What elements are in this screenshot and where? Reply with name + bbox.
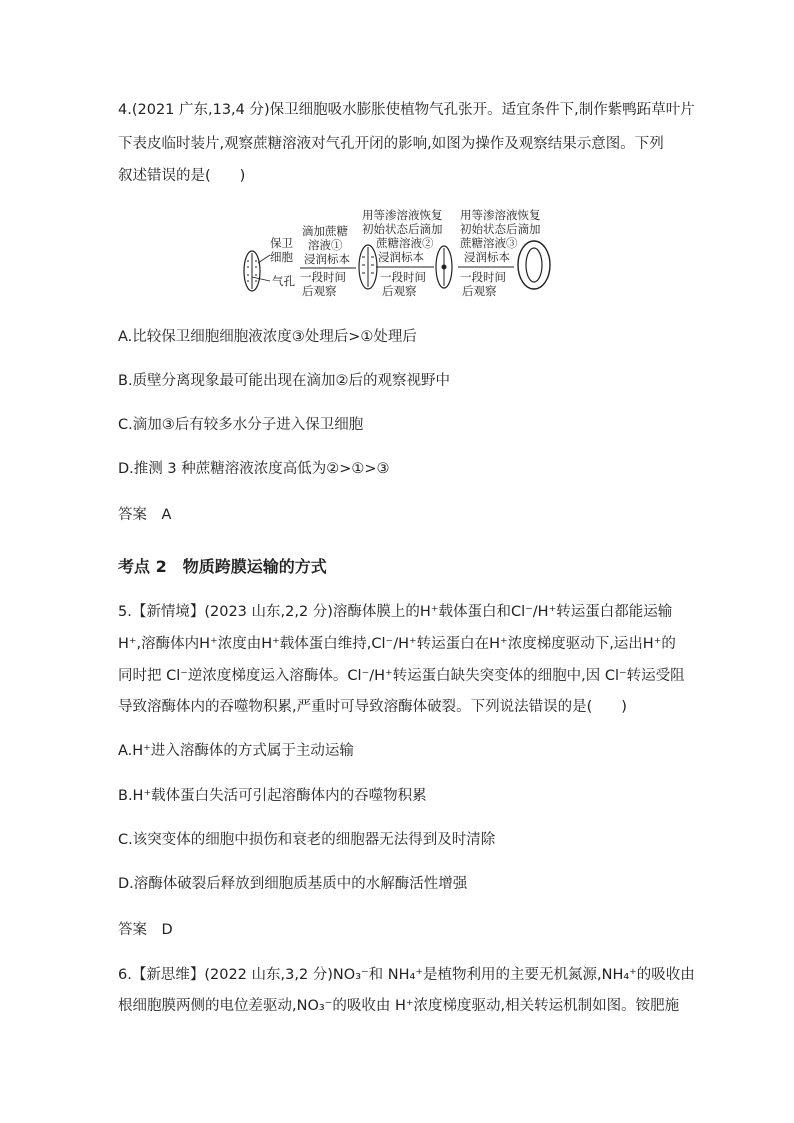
step2-text-f: 后观察 (382, 284, 417, 298)
q5-stem-line-1: 5.【新情境】(2023 山东,2,2 分)溶酶体膜上的H⁺载体蛋白和Cl⁻/H⁺转运蛋白都能运输 (118, 604, 673, 620)
section-heading: 考点 2 物质跨膜运输的方式 (118, 557, 327, 576)
q5-answer: 答案 D (118, 922, 173, 938)
q5-stem-line-3: 同时把 Cl⁻逆浓度梯度运入溶酶体。Cl⁻/H⁺转运蛋白缺失突变体的细胞中,因 Cl⁻转运受阻 (118, 668, 685, 684)
q5-stem-line-4: 导致溶酶体内的吞噬物积累,严重时可导致溶酶体破裂。下列说法错误的是( ) (118, 699, 627, 715)
step1-text-b: 溶液① (308, 238, 343, 252)
q4-stem-line-3: 叙述错误的是( ) (118, 168, 246, 184)
q5-option-a: A.H⁺进入溶酶体的方式属于主动运输 (118, 743, 354, 759)
label-stomatal-pore: 气孔 (272, 274, 295, 288)
q4-stem-line-2: 下表皮临时装片,观察蔗糖溶液对气孔开闭的影响,如图为操作及观察结果示意图。下列 (118, 136, 664, 152)
step3-text-c: 蔗糖溶液③ (460, 236, 518, 250)
step3-text-f: 后观察 (462, 284, 497, 298)
q5-option-d: D.溶酶体破裂后释放到细胞质基质中的水解酶活性增强 (118, 876, 468, 892)
stoma-initial (244, 251, 270, 291)
step1-text-d: 一段时间 (300, 270, 346, 284)
stomata-experiment-figure (238, 205, 558, 305)
step2-text-c: 蔗糖溶液② (376, 236, 434, 250)
q5-option-c: C.该突变体的细胞中损伤和衰老的细胞器无法得到及时清除 (118, 832, 496, 848)
q4-option-d: D.推测 3 种蔗糖溶液浓度高低为②>①>③ (118, 461, 390, 477)
step1-text-e: 后观察 (302, 284, 337, 298)
step1-text-a: 滴加蔗糖 (302, 224, 348, 238)
step2-text-a: 用等渗溶液恢复 (362, 208, 443, 222)
q4-option-c: C.滴加③后有较多水分子进入保卫细胞 (118, 417, 364, 433)
step3-text-b: 初始状态后滴加 (460, 222, 541, 236)
q6-stem-line-2: 根细胞膜两侧的电位差驱动,NO₃⁻的吸收由 H⁺浓度梯度驱动,相关转运机制如图。铵肥施 (118, 998, 680, 1014)
step3-text-e: 一段时间 (460, 270, 506, 284)
q4-stem-line-1: 4.(2021 广东,13,4 分)保卫细胞吸水膨胀使植物气孔张开。适宜条件下,制作紫鸭跖草叶片 (118, 102, 695, 118)
q5-option-b: B.H⁺载体蛋白失活可引起溶酶体内的吞噬物积累 (118, 788, 427, 804)
q6-stem-line-1: 6.【新思维】(2022 山东,3,2 分)NO₃⁻和 NH₄⁺是植物利用的主要无机氮源,NH₄⁺的吸收由 (118, 967, 695, 983)
step1-text-c: 浸润标本 (304, 252, 350, 266)
q4-answer: 答案 A (118, 507, 172, 523)
step3-text-d: 浸润标本 (464, 250, 510, 264)
label-guard-cell-2: 细胞 (270, 250, 293, 264)
label-guard-cell-1: 保卫 (270, 236, 293, 250)
q5-stem-line-2: H⁺,溶酶体内H⁺浓度由H⁺载体蛋白维持,Cl⁻/H⁺转运蛋白在H⁺浓度梯度驱动下,运出H⁺的 (118, 636, 676, 652)
stoma-after-solution-3 (518, 241, 550, 289)
q4-option-b: B.质壁分离现象最可能出现在滴加②后的观察视野中 (118, 373, 451, 389)
stoma-after-solution-2 (436, 246, 452, 288)
step3-text-a: 用等渗溶液恢复 (460, 208, 541, 222)
step2-text-e: 一段时间 (380, 270, 426, 284)
step2-text-b: 初始状态后滴加 (362, 222, 443, 236)
q4-option-a: A.比较保卫细胞细胞液浓度③处理后>①处理后 (118, 329, 417, 345)
step2-text-d: 浸润标本 (378, 250, 424, 264)
stoma-after-solution-1 (359, 245, 377, 289)
